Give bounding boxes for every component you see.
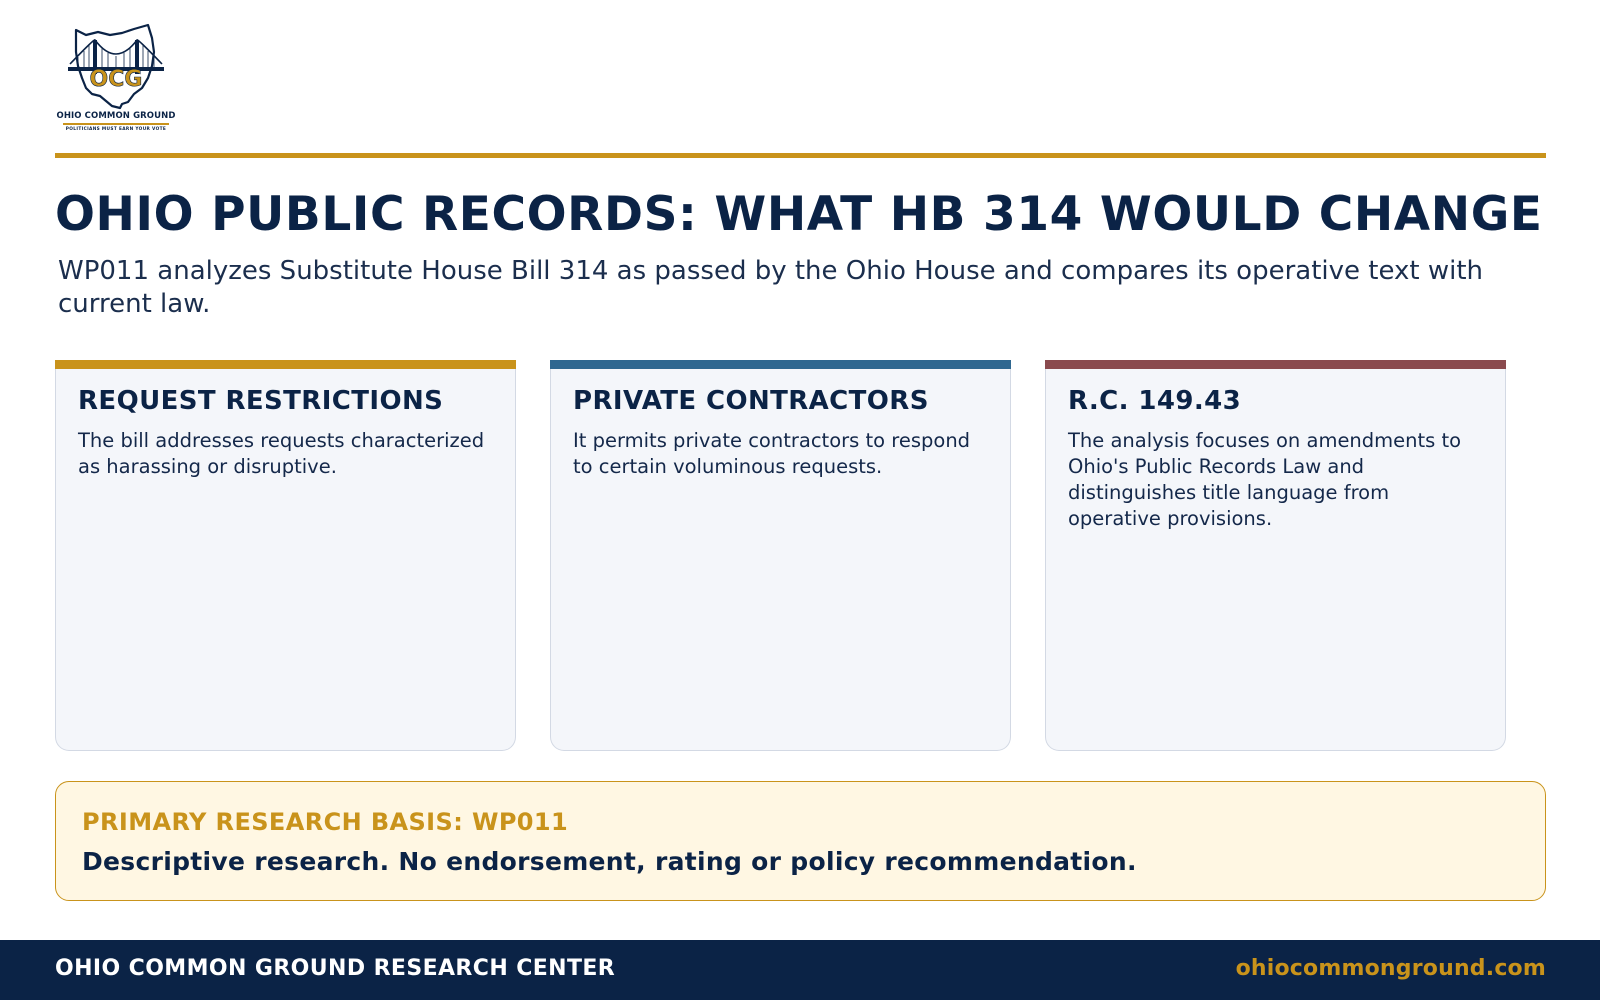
logo-monogram: OCG: [89, 67, 143, 92]
card-private-contractors: [550, 360, 1011, 751]
card-text: The bill addresses requests characterized as harassing or disruptive.: [78, 429, 485, 478]
card-accent-bar: [1045, 360, 1506, 369]
ohio-common-ground-logo: [56, 22, 176, 140]
card-title: REQUEST RESTRICTIONS: [78, 386, 444, 416]
footer-organization: OHIO COMMON GROUND RESEARCH CENTER: [55, 956, 616, 981]
card-accent-bar: [550, 360, 1011, 369]
logo-name: OHIO COMMON GROUND: [56, 111, 176, 121]
card-accent-bar: [55, 360, 516, 369]
card-title: R.C. 149.43: [1068, 386, 1242, 416]
logo-divider: [63, 123, 169, 125]
card-rc-149-43: [1045, 360, 1506, 751]
card-title: PRIVATE CONTRACTORS: [573, 386, 929, 416]
logo-tagline: POLITICIANS MUST EARN YOUR VOTE: [65, 127, 167, 132]
page-subtitle: WP011 analyzes Substitute House Bill 314 as passed by the Ohio House and compares its operative text with current law.: [58, 256, 1484, 319]
footer-website-link[interactable]: ohiocommonground.com: [1235, 956, 1546, 981]
callout-kicker: PRIMARY RESEARCH BASIS: WP011: [82, 808, 569, 836]
page-title: OHIO PUBLIC RECORDS: WHAT HB 314 WOULD CHANGE: [55, 187, 1543, 242]
footer: [0, 940, 1600, 1000]
ohio-bridge-logo-icon: [66, 22, 166, 110]
header-divider: [55, 153, 1546, 158]
callout-text: Descriptive research. No endorsement, rating or policy recommendation.: [82, 847, 1137, 876]
card-text: It permits private contractors to respond to certain voluminous requests.: [573, 429, 971, 478]
research-basis-callout: [55, 781, 1546, 901]
card-text: The analysis focuses on amendments to Ohio's Public Records Law and distinguishes title language from operative provisions.: [1068, 429, 1462, 530]
card-request-restrictions: [55, 360, 516, 751]
